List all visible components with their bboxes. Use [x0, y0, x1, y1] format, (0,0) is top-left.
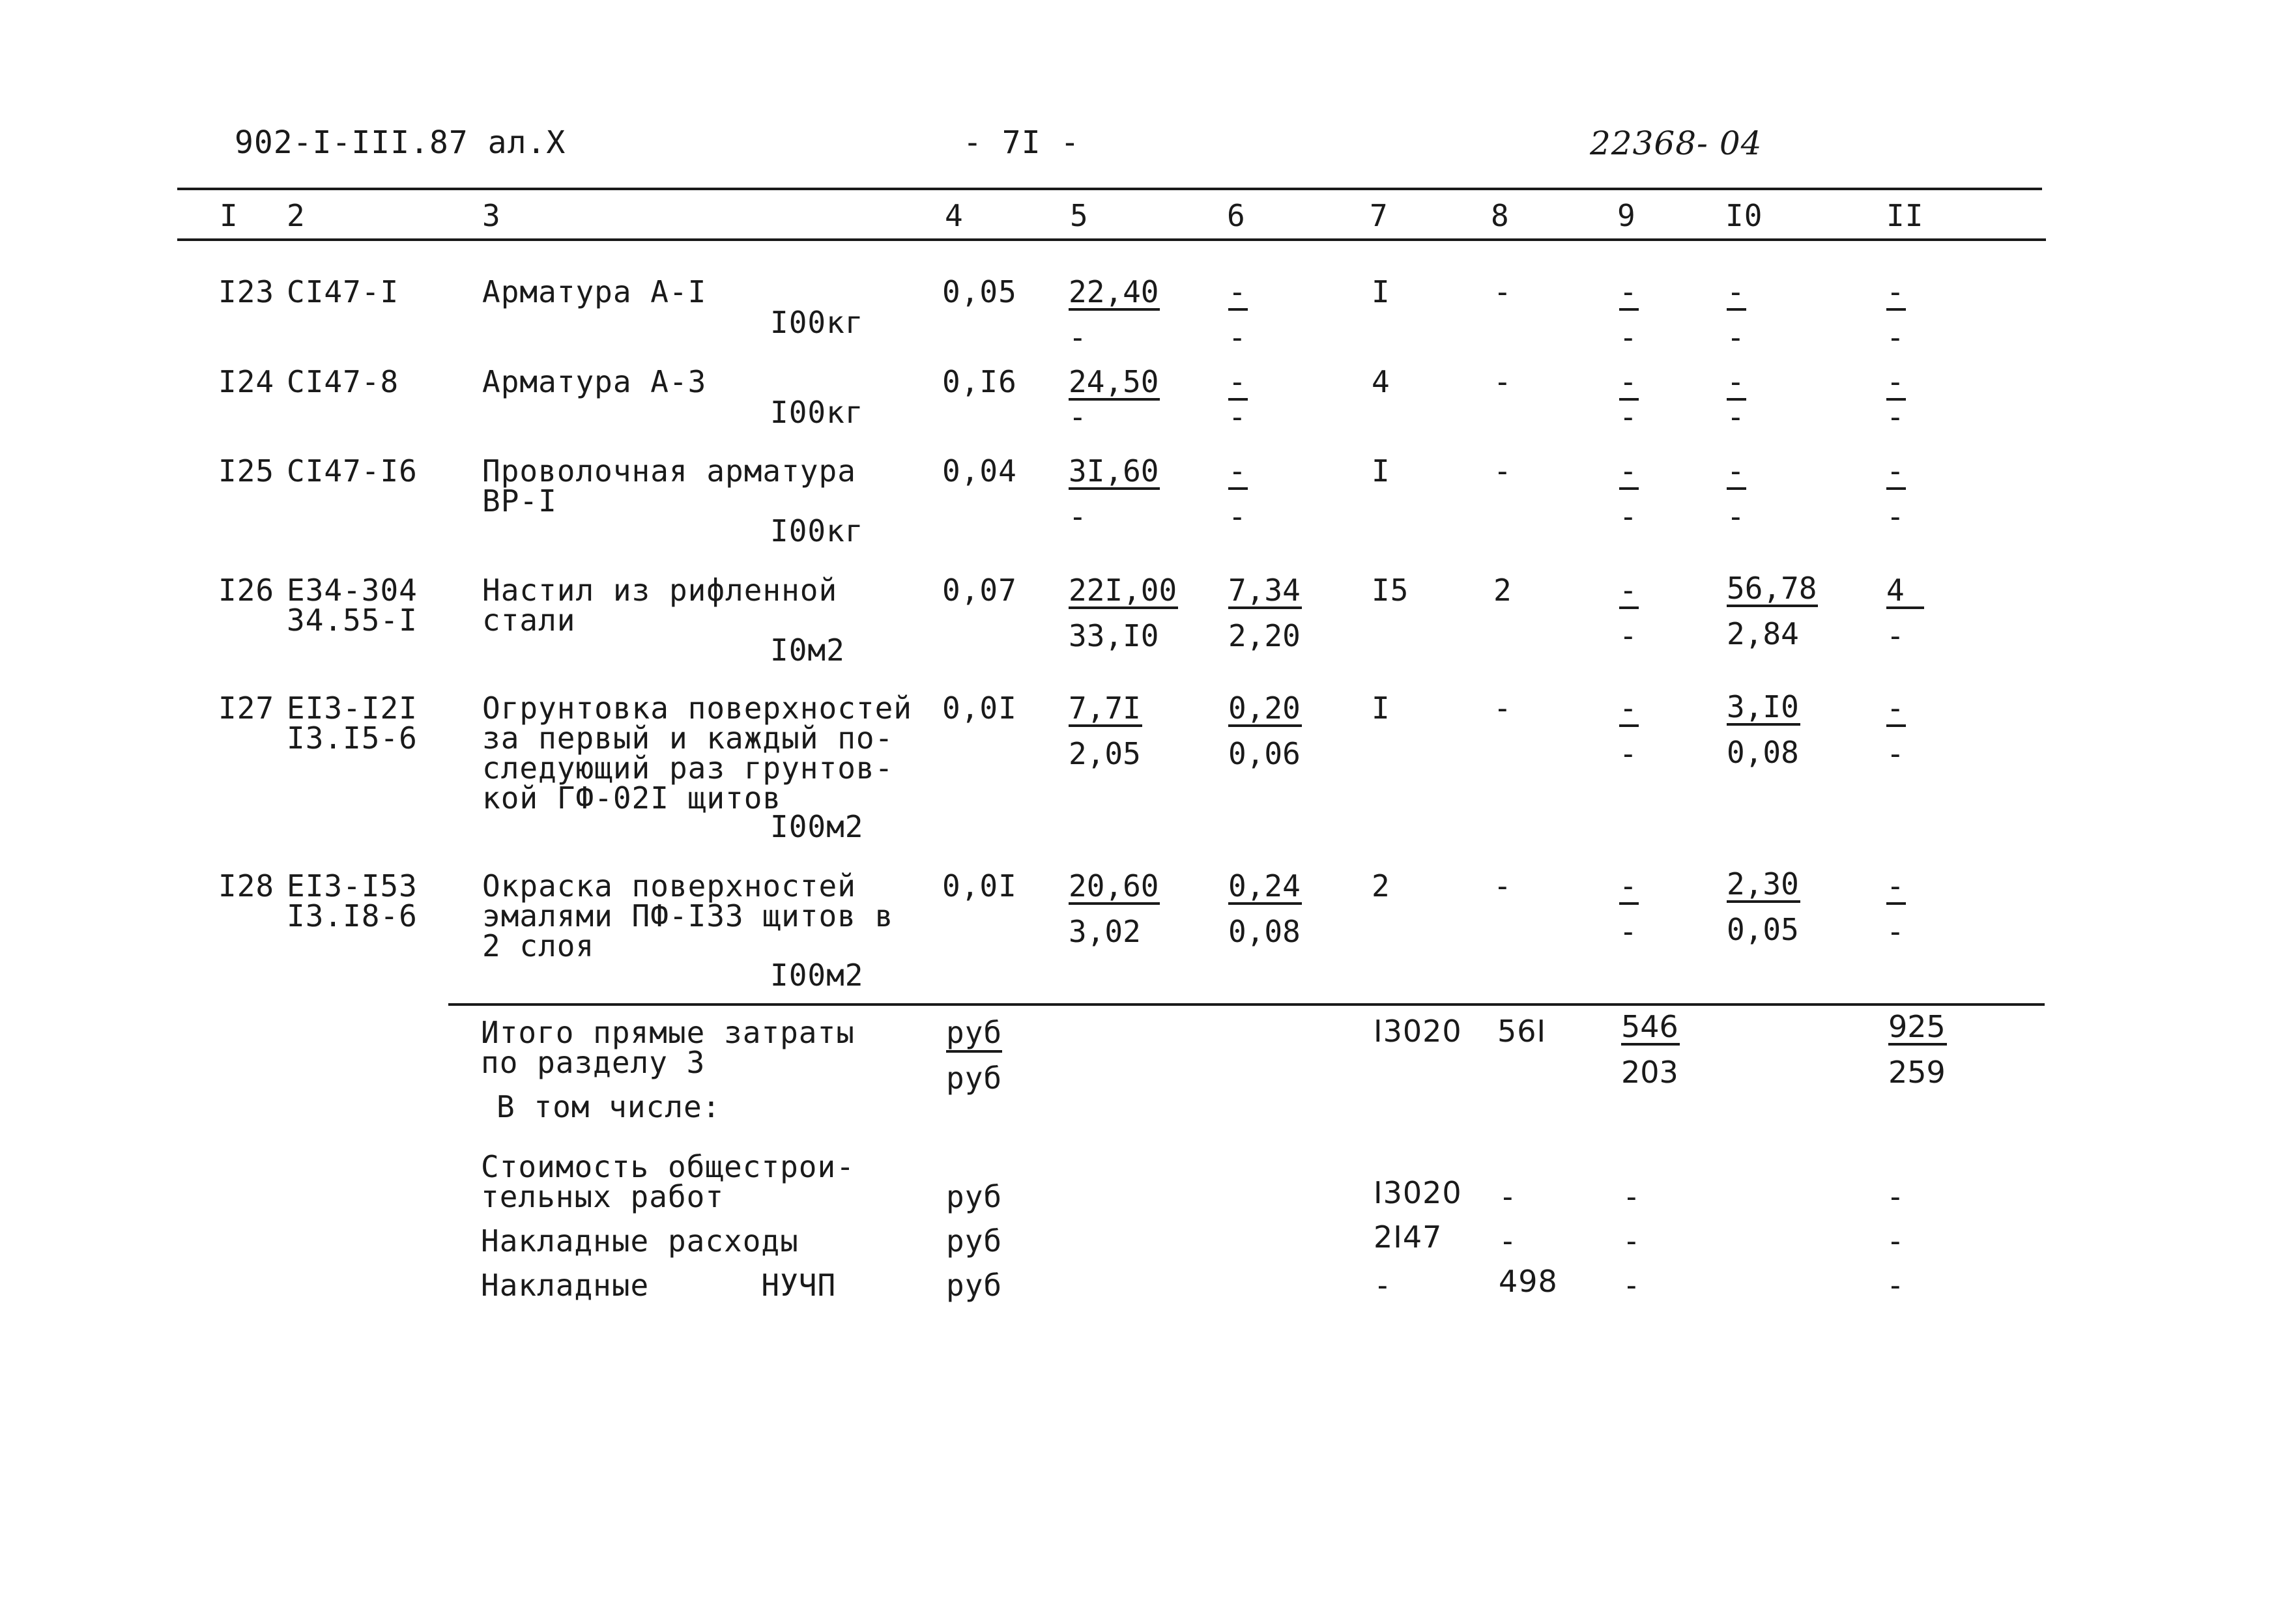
cell-col10-top: 3,I0	[1727, 689, 1799, 724]
cell-col5	[1069, 693, 1142, 769]
col-header-3: 3	[482, 198, 501, 233]
breakdown-label: Накладные расходы	[481, 1223, 799, 1259]
cell-col6-bottom: 2,20	[1228, 618, 1301, 653]
row-number: I28	[218, 868, 275, 904]
cell-col5-bottom: -	[1069, 499, 1087, 534]
col-header-6: 6	[1227, 198, 1246, 233]
col-header-8: 8	[1491, 198, 1510, 233]
totals-col8: 56I	[1497, 1014, 1547, 1049]
breakdown-col7: 2I47	[1374, 1219, 1443, 1255]
col-header-4: 4	[945, 198, 964, 233]
totals-unit-top: руб	[946, 1018, 1002, 1053]
row-qty: 0,04	[942, 453, 1017, 489]
totals-rule	[448, 1003, 2045, 1006]
row-name: Проволочная арматура ВР-I	[482, 453, 856, 519]
cell-col5-bottom: 3,02	[1069, 914, 1141, 949]
cell-col10	[1727, 866, 1800, 947]
row-name: Арматура А-I	[482, 274, 707, 309]
cell-col5-top: 20,60	[1069, 868, 1159, 904]
cell-col9-bottom: -	[1619, 399, 1637, 434]
row-name: Окраска поверхностей эмалями ПФ-I33 щитов в 2 слоя	[482, 868, 894, 963]
row-number: I23	[218, 274, 275, 309]
cell-col11	[1886, 575, 1924, 651]
col-header-9: 9	[1617, 198, 1636, 233]
cell-col8: -	[1493, 691, 1512, 726]
breakdown-unit: руб	[946, 1179, 1003, 1214]
cell-col11-top: -	[1886, 868, 1905, 904]
cell-col8: 2	[1493, 573, 1512, 608]
cell-col11-bottom: -	[1886, 618, 1905, 653]
cell-col9	[1619, 868, 1639, 949]
cell-col9-bottom: -	[1619, 618, 1637, 653]
cell-col11-top: -	[1886, 274, 1905, 309]
totals-col11-bottom: 259	[1888, 1055, 1946, 1090]
totals-col9-bottom: 203	[1621, 1055, 1678, 1090]
cell-col11-top: 4	[1886, 575, 1924, 609]
cell-col10-top: -	[1727, 453, 1745, 489]
totals-col9-top: 546	[1621, 1009, 1678, 1044]
row-code: ЕI3-I2I	[287, 691, 418, 726]
row-code-secondary: I3.I5-6	[287, 720, 418, 756]
cell-col11	[1886, 274, 1906, 355]
cell-col10-bottom: 2,84	[1727, 616, 1799, 651]
breakdown-col7: I3020	[1374, 1175, 1462, 1210]
row-unit: I00кг	[770, 395, 864, 430]
cell-col6-bottom: -	[1228, 399, 1246, 434]
cell-col7: I	[1372, 453, 1390, 489]
breakdown-unit: руб	[946, 1223, 1003, 1259]
cell-col10-bottom: -	[1727, 320, 1745, 355]
row-name: Настил из рифленной стали	[482, 573, 838, 638]
breakdown-col9: -	[1622, 1223, 1641, 1259]
row-unit: I0м2	[770, 633, 845, 668]
cell-col9-bottom: -	[1619, 914, 1637, 949]
cell-col11-bottom: -	[1886, 320, 1905, 355]
page-number: - 7I -	[963, 124, 1080, 161]
breakdown-col8: 498	[1499, 1264, 1558, 1299]
cell-col6	[1228, 575, 1302, 651]
cell-col6	[1228, 868, 1302, 949]
cell-col10	[1727, 453, 1746, 534]
col-header-2: 2	[287, 198, 306, 233]
row-unit: I00м2	[770, 958, 864, 993]
cell-col9-bottom: -	[1619, 736, 1637, 771]
cell-col5-top: 24,50	[1069, 364, 1159, 399]
cell-col9-bottom: -	[1619, 320, 1637, 355]
cell-col10-top: 56,78	[1727, 571, 1817, 606]
cell-col10-bottom: -	[1727, 399, 1745, 434]
cell-col6	[1228, 364, 1248, 434]
cell-col5-bottom: -	[1069, 399, 1087, 434]
totals-col7: I3020	[1374, 1014, 1462, 1049]
cell-col5-top: 22I,00	[1069, 573, 1177, 608]
totals-label: Итого прямые затраты по разделу 3	[481, 1015, 855, 1080]
cell-col6-bottom: 0,06	[1228, 736, 1301, 771]
cell-col5	[1069, 274, 1160, 355]
cell-col5-top: 22,40	[1069, 274, 1159, 309]
cell-col9-bottom: -	[1619, 499, 1637, 534]
totals-unit-bottom: руб	[946, 1061, 1003, 1096]
cell-col10-top: -	[1727, 364, 1745, 399]
row-number: I26	[218, 573, 275, 608]
cell-col10-bottom: 0,08	[1727, 735, 1799, 770]
cell-col10-bottom: 0,05	[1727, 912, 1799, 947]
cell-col9	[1619, 575, 1639, 651]
cell-col11-bottom: -	[1886, 399, 1905, 434]
cell-col11-bottom: -	[1886, 736, 1905, 771]
cell-col6-bottom: -	[1228, 320, 1246, 355]
cell-col8: -	[1493, 868, 1512, 904]
cell-col9-top: -	[1619, 364, 1637, 399]
cell-col5	[1069, 868, 1160, 949]
row-code: ЕI3-I53	[287, 868, 418, 904]
cell-col11-top: -	[1886, 364, 1905, 399]
cell-col9-top: -	[1619, 453, 1637, 489]
cell-col11-bottom: -	[1886, 499, 1905, 534]
row-code-secondary: I3.I8-6	[287, 898, 418, 933]
row-unit: I00м2	[770, 809, 864, 844]
cell-col9-top: -	[1619, 274, 1637, 309]
breakdown-label: Стоимость общестрои- тельных работ	[481, 1149, 855, 1214]
cell-col5-bottom: 33,I0	[1069, 618, 1159, 653]
cell-col9	[1619, 274, 1639, 355]
cell-col10	[1727, 573, 1818, 649]
cell-col11-bottom: -	[1886, 914, 1905, 949]
cell-col6	[1228, 453, 1248, 534]
cell-col9	[1619, 453, 1639, 534]
row-code: CI47-8	[287, 364, 399, 399]
cell-col9-top: -	[1619, 573, 1637, 608]
totals-col11	[1888, 1009, 1947, 1090]
row-qty: 0,0I	[942, 868, 1017, 904]
cell-col6-top: 7,34	[1228, 573, 1301, 608]
cell-col6-top: -	[1228, 453, 1246, 489]
breakdown-col9: -	[1622, 1268, 1641, 1303]
cell-col7: I	[1372, 691, 1390, 726]
cell-col9-top: -	[1619, 868, 1637, 904]
col-header-11: II	[1886, 198, 1924, 233]
cell-col11	[1886, 693, 1906, 769]
breakdown-col9: -	[1622, 1179, 1641, 1214]
row-qty: 0,07	[942, 573, 1017, 608]
cell-col11	[1886, 453, 1906, 534]
cell-col5-bottom: 2,05	[1069, 736, 1141, 771]
row-code: CI47-I	[287, 274, 399, 309]
cell-col8: -	[1493, 364, 1512, 399]
col-header-7: 7	[1370, 198, 1389, 233]
including-label: В том числе:	[497, 1089, 721, 1124]
cell-col9-top: -	[1619, 691, 1637, 726]
cell-col5-top: 3I,60	[1069, 453, 1159, 489]
cell-col11-top: -	[1886, 691, 1905, 726]
breakdown-label: Накладные НУЧП	[481, 1268, 837, 1303]
row-name: Огрунтовка поверхностей за первый и каждый по- следующий раз грунтов- кой ГФ-02I щитов	[482, 691, 912, 816]
row-code: Е34-304	[287, 573, 418, 608]
table-top-rule	[177, 188, 2042, 190]
doc-code: 902-I-III.87 ал.X	[235, 124, 566, 161]
col-header-1: I	[220, 198, 238, 233]
col-header-5: 5	[1070, 198, 1089, 233]
cell-col6-top: -	[1228, 364, 1246, 399]
col-header-10: I0	[1725, 198, 1763, 233]
row-number: I27	[218, 691, 275, 726]
cell-col7: I	[1372, 274, 1390, 309]
cell-col10	[1727, 689, 1800, 770]
cell-col11	[1886, 364, 1906, 434]
cell-col9	[1619, 693, 1639, 769]
sheet-code: 22368- 04	[1590, 124, 1763, 162]
cell-col6-top: -	[1228, 274, 1246, 309]
cell-col8: -	[1493, 274, 1512, 309]
breakdown-col11: -	[1886, 1268, 1905, 1303]
cell-col7: 2	[1372, 868, 1390, 904]
cell-col10	[1727, 274, 1746, 355]
breakdown-col8: -	[1499, 1179, 1518, 1214]
cell-col5	[1069, 575, 1178, 651]
breakdown-col11: -	[1886, 1223, 1905, 1259]
cell-col9	[1619, 364, 1639, 434]
cell-col10	[1727, 364, 1746, 434]
row-number: I25	[218, 453, 275, 489]
row-code: CI47-I6	[287, 453, 418, 489]
row-qty: 0,0I	[942, 691, 1017, 726]
cell-col6-top: 0,24	[1228, 868, 1301, 904]
cell-col10-bottom: -	[1727, 499, 1745, 534]
row-qty: 0,I6	[942, 364, 1017, 399]
breakdown-unit: руб	[946, 1268, 1003, 1303]
cell-col10-top: 2,30	[1727, 866, 1799, 902]
cell-col6-bottom: 0,08	[1228, 914, 1301, 949]
header-bottom-rule	[177, 238, 2046, 241]
cell-col11-top: -	[1886, 453, 1905, 489]
cell-col10-top: -	[1727, 274, 1745, 309]
cell-col6-top: 0,20	[1228, 691, 1301, 726]
row-code-secondary: 34.55-I	[287, 603, 418, 638]
cell-col6	[1228, 693, 1302, 769]
row-unit: I00кг	[770, 305, 864, 340]
row-qty: 0,05	[942, 274, 1017, 309]
cell-col7: I5	[1372, 573, 1409, 608]
cell-col5	[1069, 453, 1160, 534]
breakdown-col8: -	[1499, 1223, 1518, 1259]
cell-col11	[1886, 868, 1906, 949]
totals-col11-top: 925	[1888, 1009, 1946, 1044]
cell-col5-bottom: -	[1069, 320, 1087, 355]
cell-col8: -	[1493, 453, 1512, 489]
breakdown-col11: -	[1886, 1179, 1905, 1214]
totals-col9	[1621, 1009, 1680, 1090]
cell-col5-top: 7,7I	[1069, 691, 1141, 726]
row-number: I24	[218, 364, 275, 399]
cell-col7: 4	[1372, 364, 1390, 399]
row-name: Арматура А-3	[482, 364, 707, 399]
cell-col6	[1228, 274, 1248, 355]
row-unit: I00кг	[770, 513, 864, 548]
cell-col6-bottom: -	[1228, 499, 1246, 534]
breakdown-col7: -	[1374, 1268, 1392, 1303]
cell-col5	[1069, 364, 1160, 434]
